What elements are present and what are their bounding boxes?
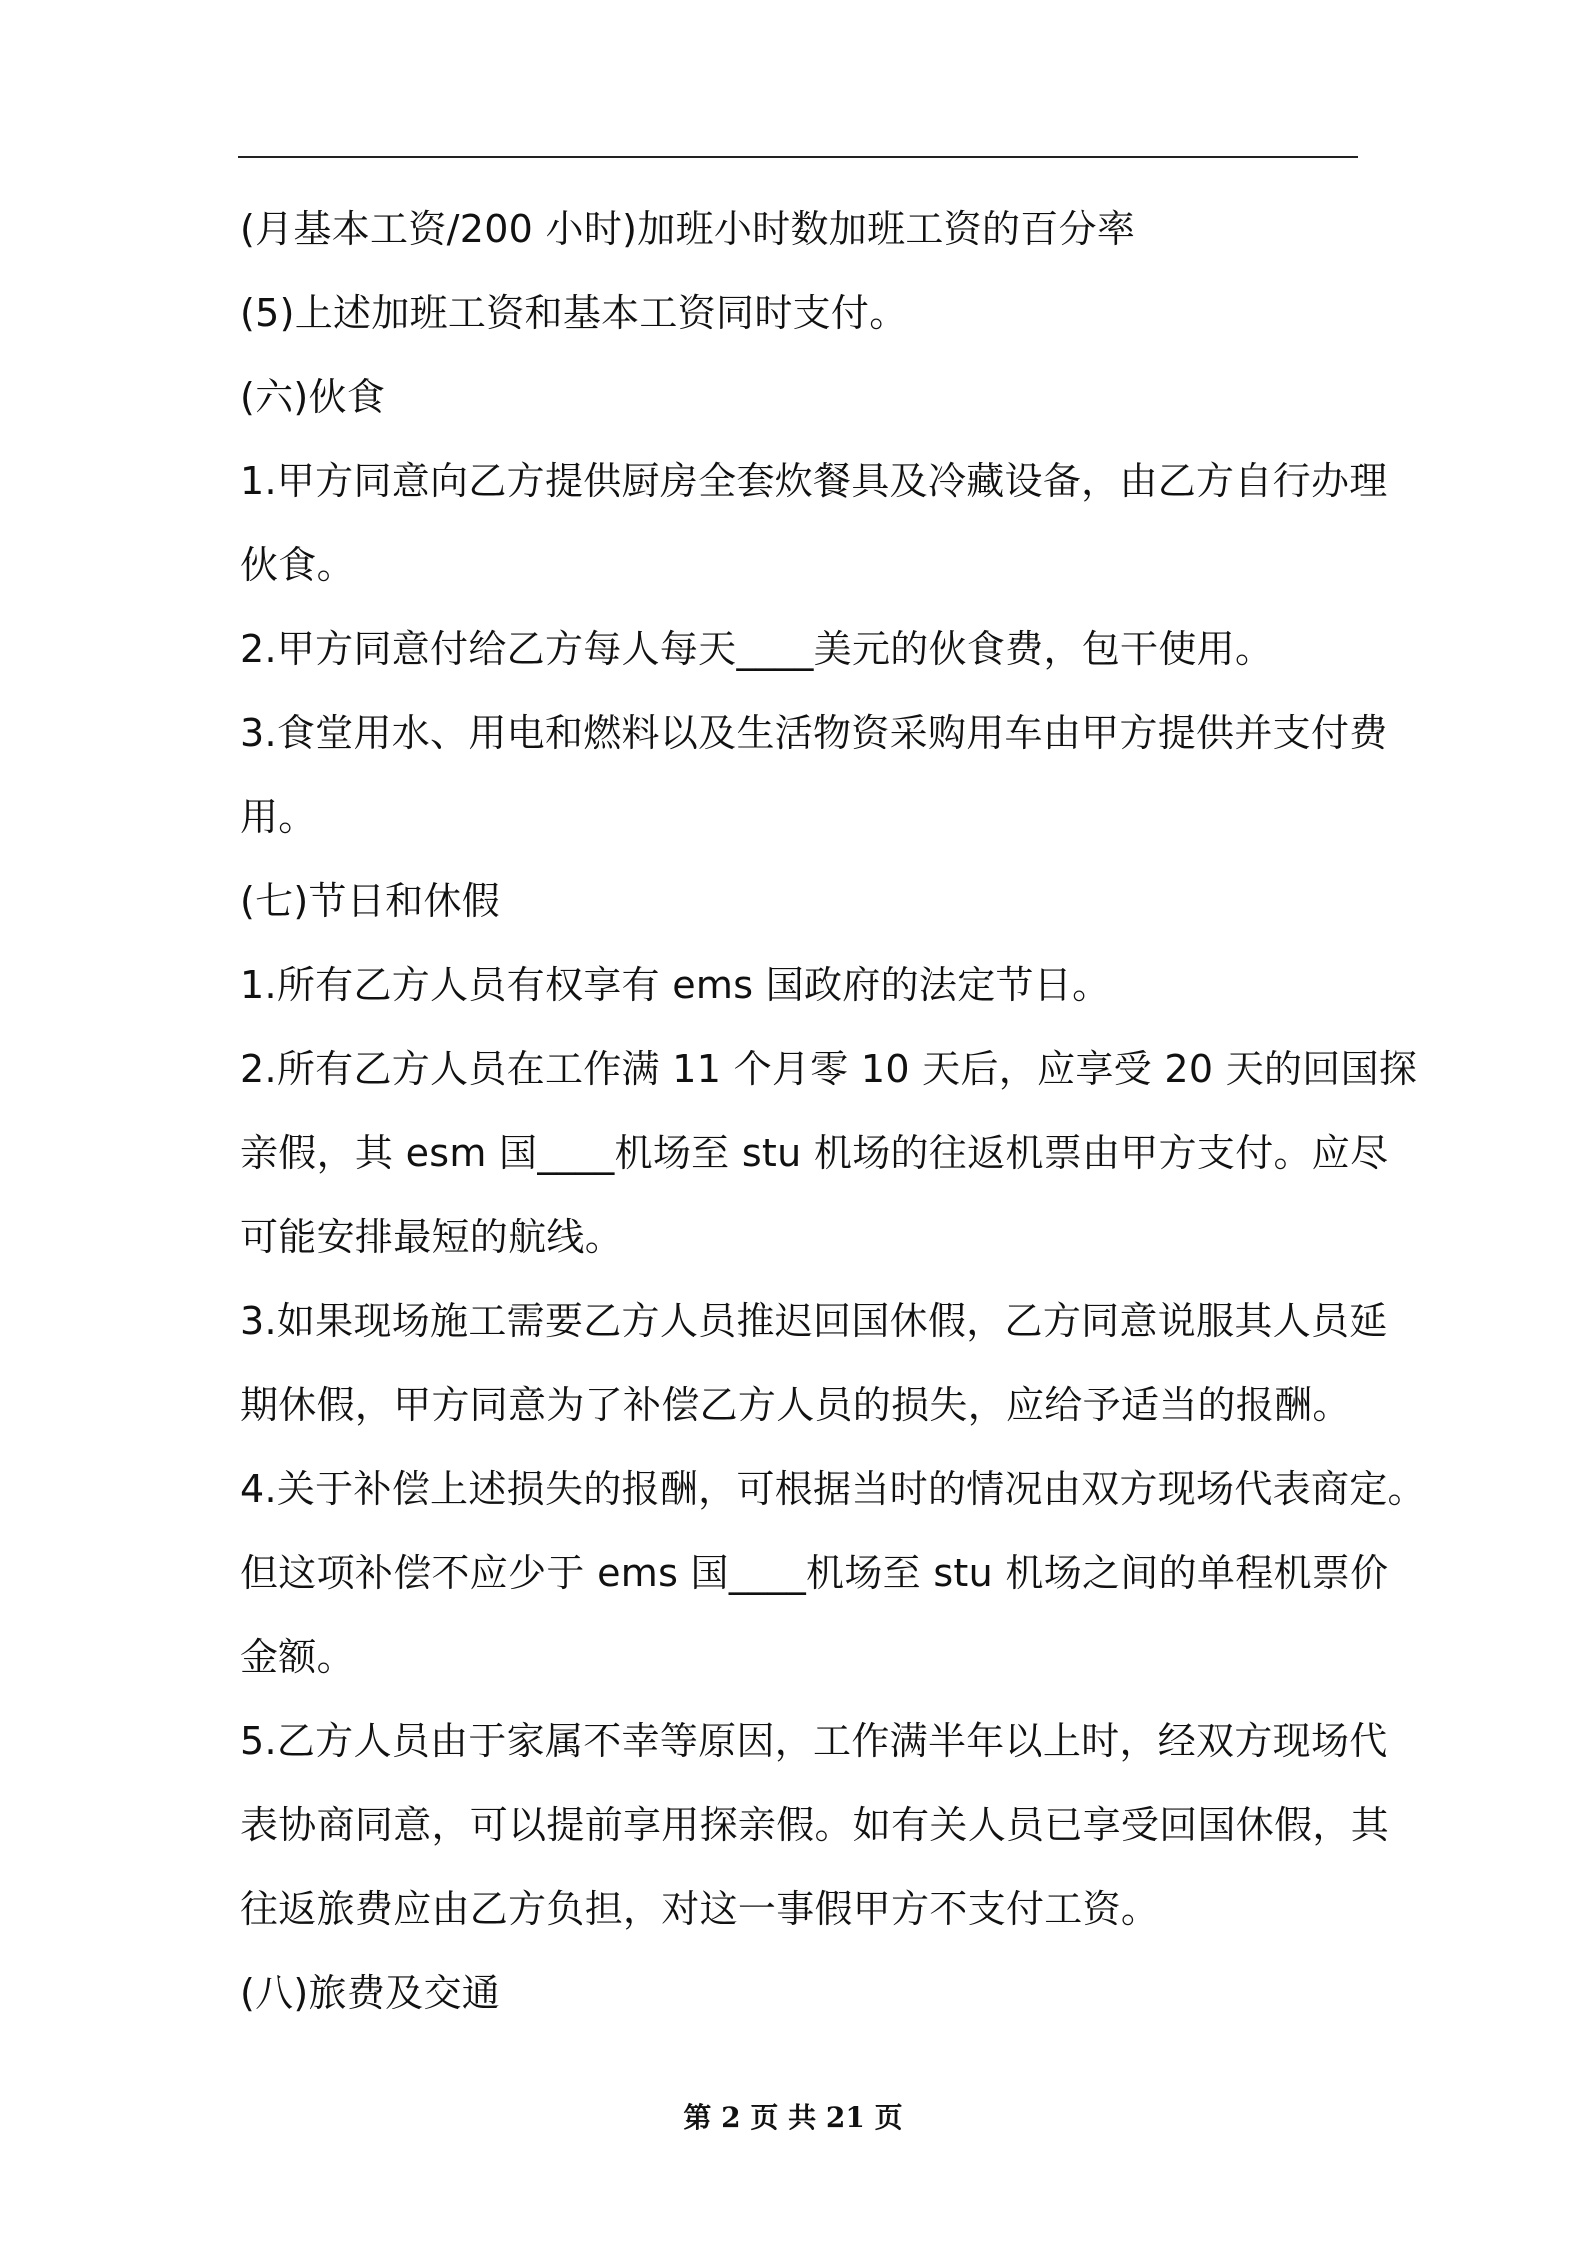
- header-rule: [238, 156, 1358, 158]
- section-heading: (八)旅费及交通: [240, 1971, 501, 2015]
- text-line: 3.如果现场施工需要乙方人员推迟回国休假，乙方同意说服其人员延: [240, 1299, 1388, 1343]
- text-line: 但这项补偿不应少于 ems 国____机场至 stu 机场之间的单程机票价: [240, 1551, 1389, 1595]
- text-line: (月基本工资/200 小时)加班小时数加班工资的百分率: [240, 207, 1136, 251]
- section-heading: (七)节日和休假: [240, 879, 501, 923]
- text-line: 可能安排最短的航线。: [240, 1215, 624, 1259]
- page-number-footer: 第 2 页 共 21 页: [683, 2101, 903, 2134]
- text-line: 2.所有乙方人员在工作满 11 个月零 10 天后，应享受 20 天的回国探: [240, 1047, 1418, 1091]
- text-line: (5)上述加班工资和基本工资同时支付。: [240, 291, 908, 335]
- text-line: 金额。: [240, 1635, 355, 1679]
- text-line: 5.乙方人员由于家属不幸等原因，工作满半年以上时，经双方现场代: [240, 1719, 1388, 1763]
- text-line: 1.甲方同意向乙方提供厨房全套炊餐具及冷藏设备，由乙方自行办理: [240, 459, 1388, 503]
- text-line: 表协商同意，可以提前享用探亲假。如有关人员已享受回国休假，其: [240, 1803, 1390, 1847]
- text-line: 2.甲方同意付给乙方每人每天____美元的伙食费，包干使用。: [240, 627, 1274, 671]
- section-heading: (六)伙食: [240, 375, 386, 419]
- text-line: 往返旅费应由乙方负担，对这一事假甲方不支付工资。: [240, 1887, 1160, 1931]
- text-line: 4.关于补偿上述损失的报酬，可根据当时的情况由双方现场代表商定。: [240, 1467, 1426, 1511]
- text-line: 1.所有乙方人员有权享有 ems 国政府的法定节日。: [240, 963, 1111, 1007]
- text-line: 伙食。: [240, 543, 355, 587]
- text-line: 用。: [240, 795, 317, 839]
- text-line: 3.食堂用水、用电和燃料以及生活物资采购用车由甲方提供并支付费: [240, 711, 1388, 755]
- text-line: 期休假，甲方同意为了补偿乙方人员的损失，应给予适当的报酬。: [240, 1383, 1351, 1427]
- text-line: 亲假，其 esm 国____机场至 stu 机场的往返机票由甲方支付。应尽: [240, 1131, 1389, 1175]
